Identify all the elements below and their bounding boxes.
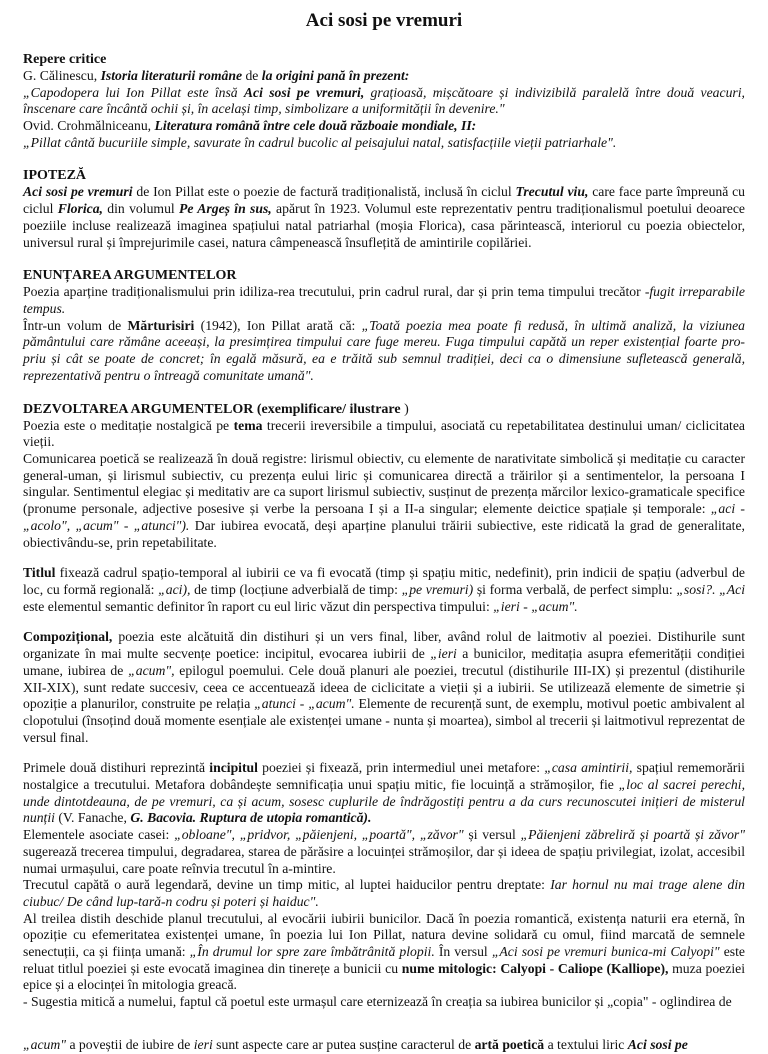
dezvoltare-paragraph-arta-poetica: „acum" a poveștii de iubire de ieri sunt aspecte care ar putea susține caracterul de artă poetică a textului liric Aci sosi pe	[23, 1036, 688, 1052]
dezvoltare-paragraph-incipit: Primele două distihuri reprezintă incipitul poeziei și fixează, prin intermediul unei metafore: „casa amintirii, spațiul rememorării nostalgice a trecutului. Metafora dobândește semnificația unui spațiu mitic, fie locuință a strămoșilor, fie „loc al sacrei perechi, unde dintotdeauna, de pe vremuri, ca și acum, sosesc cuplurile de îndrăgostiți pentru a da curs recunoscutei inițieri de misterul nunții (V. Fanache, G. Bacovia. Ruptura de utopia romantică).	[23, 760, 745, 826]
enuntare-paragraph-2: Într-un volum de Mărturisiri (1942), Ion Pillat arată că: „Toată poezia mea poate fi redusă, în ultimă analiză, la viziunea pământului care rămâne aceeași, la presimțirea timpului care fuge mereu. Fuga timpului capătă un reper existențial foarte pro-priu și cât se poate de concret; în egală măsură, ea e trăită sub semnul tradiției, deci ca o dimensiune sufletească generală, reprezentativă pentru o întreagă comunitate umană".	[23, 317, 745, 383]
document-page	[23, 10, 746, 1052]
repere-citation-calinescu: G. Călinescu, Istoria literaturii române de la origini pană în prezent:	[23, 67, 410, 83]
ipoteza-paragraph: Aci sosi pe vremuri de Ion Pillat este o poezie de factură tradiționalistă, inclusă în ciclul Trecutul viu, care face parte împreună cu ciclul Florica, din volumul Pe Argeș în sus, apărut în 1923. Volumul este reprezentativ pentru tradiționalismul poetului deoarece poeziile incluse realizează imaginea spațiului natal patriarhal (moșia Florica), casa părintească, interiorul cu poezia obiectelor, universul rural și împrejurimile casei, natura câmpenească însuflețită de amintirile copilăriei.	[23, 184, 746, 250]
dezvoltare-paragraph-trecutul: Trecutul capătă o aură legendară, devine un timp mitic, al luptei haiducilor pentru dreptate: Iar hornul nu mai trage alene din ciubuc/ De când lup-tară-n codru și poteri și haiduc".	[23, 877, 746, 909]
ipoteza-heading: IPOTEZĂ	[23, 168, 87, 184]
repere-quote-crohmalniceanu: „Pillat cântă bucuriile simple, savurate în cadrul bucolic al peisajului natal, satisfacțiile vieții patriarhale".	[23, 134, 617, 150]
repere-citation-crohmalniceanu: Ovid. Crohmălniceanu, Literatura română între cele două războaie mondiale, II:	[23, 117, 477, 133]
enuntare-heading: ENUNȚAREA ARGUMENTELOR	[23, 268, 237, 284]
section-dezvoltarea-argumentelor	[23, 401, 745, 1054]
enuntare-paragraph-1: Poezia aparține tradiționalismului prin idiliza-rea trecutului, prin cadrul rural, dar și prin tema timpului trecător -fugit irreparabile tempus.	[23, 284, 745, 317]
repere-quote-calinescu: „Capodopera lui Ion Pillat este însă Aci sosi pe vremuri, grațioasă, mișcătoare și indivizibilă paralelă între două veacuri, înscenare care încântă ochii și, în același timp, simbolizare a uniformității în devenire."	[23, 84, 745, 117]
dezvoltare-paragraph-titlul: Titlul fixează cadrul spațio-temporal al iubirii ce va fi evocată (timp și spațiu mitic, nedefinit), prin indicii de spațiu (adverbul de loc, cu formă regională: „aci), de timp (locțiune adverbială de timp: „pe vremuri) și forma verbală, de perfect simplu: „sosi?. „Aci este elementul semantic definitor în raport cu eul liric văzut din perspectiva timpului: „ieri - „acum".	[23, 565, 746, 614]
section-ipoteza	[23, 167, 745, 251]
dezvoltare-paragraph-sugestia: - Sugestia mitică a numelui, faptul că poetul este urmașul care eternizează în creația sa iubirea bunicilor și „copia" - oglindirea de	[23, 994, 732, 1010]
dezvoltare-paragraph-compozitional: Compozițional, poezia este alcătuită din distihuri și un vers final, liber, având rolul de laitmotiv al poeziei. Distihurile sunt organizate în mai multe secvențe poetice: incipitul, evocarea iubirii de „ieri a bunicilor, meditația asupra efemerității condiției umane, iubirea de „acum", epilogul poemului. Cele două planuri ale poeziei, trecutul (distihurile III-IX) și prezentul (distihurile XII-XIX), sunt redate succesiv, ceea ce accentuează ideea de ciclicitate a vieții și a iubirii. Se utilizează elemente de simetrie și opoziție a planurilor, construite pe relația „atunci - „acum". Elemente de recurență sunt, de exemplu, motivul poetic ambivalent al clopotului (însoțind două momente esențiale ale existenței umane - nunta și moartea), simbol al trecerii și laitmotivul reprezentat de versul final.	[23, 629, 745, 745]
repere-heading: Repere critice	[23, 51, 107, 67]
dezvoltare-paragraph-registre: Comunicarea poetică se realizează în două registre: lirismul obiectiv, cu elemente de narativitate simbolică și meditație cu caracter general-uman, și lirismul subiectiv, cu prezența eului liric și comunicarea directă a trăirilor și a sentimentelor, la persoana I singular. Sentimentul elegiac și meditativ are ca suport lirismul subiectiv, susținut de prezența mărcilor lexico-gramaticale specifice (pronume personale, adjective posesive și verbe la persoana I și a II-a singular; elemente deictice spațiale și temporale: „aci -„acolo", „acum" - „atunci"). Dar iubirea evocată, deși aparține planului trăirii subiective, este ridicată la grad de generalitate, obiectivându-se, prin repetabilitate.	[23, 451, 745, 550]
section-enuntarea-argumentelor	[23, 267, 745, 384]
dezvoltare-heading: DEZVOLTAREA ARGUMENTELOR (exemplificare/ ilustrare )	[23, 401, 409, 417]
dezvoltare-paragraph-casa: Elementele asociate casei: „obloane", „pridvor, „păienjeni, „poartă", „zăvor" și versul „Păienjeni zăbreliră și poartă și zăvor" sugerează trecerea timpului, degradarea, starea de părăsire a locuinței strămoșilor, dar și ideea de spațiu privilegiat, izolat, accesibil numai urmașului, care poate reînvia trecutul în a-mintire.	[23, 827, 745, 876]
dezvoltare-paragraph-tema: Poezia este o meditație nostalgică pe tema trecerii ireversibile a timpului, asociată cu repetabilitatea destinului uman/ ciclicitatea vieții.	[23, 417, 745, 450]
dezvoltare-paragraph-distih-3: Al treilea distih deschide planul trecutului, al evocării iubirii bunicilor. Dacă în poezia romantică, existența naturii era eternă, în opoziție cu efemeritatea existenței umane, în poezia lui Ion Pillat, natura devine solidară cu omul, fiind marcată de semnele senectuții, ca și ființa umană: „În drumul lor spre zare îmbătrânită plopii. În versul „Aci sosi pe vremuri bunica-mi Calyopi" este reluat titlul poeziei și este evocată imaginea din tinerețe a bunicii cu nume mitologic: Calyopi - Caliope (Kalliope), muza poeziei epice și a elocinței în mitologia greacă.	[23, 910, 745, 993]
document-title: Aci sosi pe vremuri	[305, 10, 463, 31]
section-repere-critice	[23, 51, 745, 152]
